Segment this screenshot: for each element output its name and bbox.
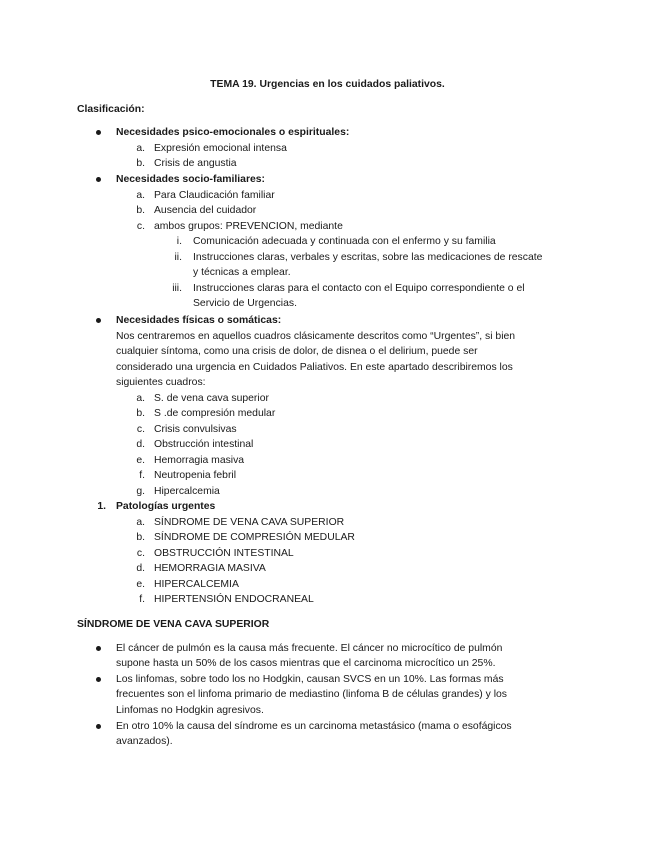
list-marker: e. — [136, 455, 145, 466]
list-marker: b. — [136, 158, 145, 169]
list-marker: b. — [136, 532, 145, 543]
sublist-item: Instrucciones claras, verbales y escritas, sobre las medicaciones de rescate — [193, 252, 543, 263]
sublist-marker: ii. — [174, 252, 182, 263]
list-item: Expresión emocional intensa — [154, 143, 287, 154]
list-marker: b. — [136, 205, 145, 216]
list-item: Hemorragia masiva — [154, 455, 245, 466]
list-marker: f. — [139, 470, 145, 481]
sublist-item: Instrucciones claras para el contacto con el Equipo correspondiente o el — [193, 283, 525, 294]
paragraph-line: cualquier síntoma, como una crisis de dolor, de disnea o el delirium, puede ser — [116, 346, 478, 357]
sublist-item-continuation: y técnicas a emplear. — [193, 267, 291, 278]
section-label-psico: Necesidades psico-emocionales o espirituales: — [116, 127, 350, 138]
paragraph-line: supone hasta un 50% de los casos mientras que el carcinoma microcítico un 25%. — [116, 658, 496, 669]
list-marker: f. — [139, 594, 145, 605]
list-item: ambos grupos: PREVENCION, mediante — [154, 221, 343, 232]
list-item: OBSTRUCCIÓN INTESTINAL — [154, 548, 294, 559]
sublist-marker: i. — [176, 236, 182, 247]
section-label-fisicas: Necesidades físicas o somáticas: — [116, 315, 282, 326]
list-item: Neutropenia febril — [154, 470, 237, 481]
bullet-dot — [96, 646, 101, 651]
list-item: Crisis de angustia — [154, 158, 237, 169]
paragraph-line: En otro 10% la causa del síndrome es un carcinoma metastásico (mama o esofágicos — [116, 721, 512, 732]
list-marker: e. — [136, 579, 145, 590]
list-item: S .de compresión medular — [154, 408, 276, 419]
bullet-dot — [96, 677, 101, 682]
bullet-dot — [96, 724, 101, 729]
list-item: Obstrucción intestinal — [154, 439, 254, 450]
bullet-dot — [96, 318, 101, 323]
list-item: Ausencia del cuidador — [154, 205, 257, 216]
sublist-item-continuation: Servicio de Urgencias. — [193, 298, 297, 309]
paragraph-line: siguientes cuadros: — [116, 377, 206, 388]
list-item: Para Claudicación familiar — [154, 190, 275, 201]
list-item: Crisis convulsivas — [154, 424, 237, 435]
section-label-socio: Necesidades socio-familiares: — [116, 174, 266, 185]
list-marker: d. — [136, 563, 145, 574]
patologias-label: Patologías urgentes — [116, 501, 216, 512]
list-marker: c. — [136, 548, 145, 559]
list-item: HEMORRAGIA MASIVA — [154, 563, 266, 574]
paragraph-line: El cáncer de pulmón es la causa más frecuente. El cáncer no microcítico de pulmón — [116, 643, 503, 654]
paragraph-line: avanzados). — [116, 736, 173, 747]
list-marker: b. — [136, 408, 145, 419]
paragraph-line: Nos centraremos en aquellos cuadros clásicamente descritos como “Urgentes”, si bien — [116, 331, 516, 342]
list-marker: a. — [136, 190, 145, 201]
svcs-heading: SÍNDROME DE VENA CAVA SUPERIOR — [77, 619, 270, 630]
list-marker: a. — [136, 393, 145, 404]
list-marker: d. — [136, 439, 145, 450]
list-item: SÍNDROME DE COMPRESIÓN MEDULAR — [154, 532, 355, 543]
clasificacion-heading: Clasificación: — [77, 104, 145, 115]
bullet-dot — [96, 177, 101, 182]
bullet-dot — [96, 130, 101, 135]
sublist-item: Comunicación adecuada y continuada con el enfermo y su familia — [193, 236, 496, 247]
paragraph-line: frecuentes son el linfoma primario de mediastino (linfoma B de células grandes) y los — [116, 689, 507, 700]
list-marker: a. — [136, 517, 145, 528]
paragraph-line: Linfomas no Hodgkin agresivos. — [116, 705, 264, 716]
list-item: S. de vena cava superior — [154, 393, 269, 404]
list-marker: g. — [136, 486, 145, 497]
paragraph-line: Los linfomas, sobre todo los no Hodgkin, causan SVCS en un 10%. Las formas más — [116, 674, 504, 685]
paragraph-line: considerado una urgencia en Cuidados Paliativos. En este apartado describiremos los — [116, 362, 513, 373]
list-marker: c. — [136, 221, 145, 232]
list-marker: c. — [136, 424, 145, 435]
sublist-marker: iii. — [172, 283, 182, 294]
list-item: HIPERCALCEMIA — [154, 579, 239, 590]
list-item: Hipercalcemia — [154, 486, 220, 497]
list-marker: a. — [136, 143, 145, 154]
list-item: SÍNDROME DE VENA CAVA SUPERIOR — [154, 517, 345, 528]
numbered-marker: 1. — [97, 501, 106, 512]
list-item: HIPERTENSIÓN ENDOCRANEAL — [154, 594, 314, 605]
document-title: TEMA 19. Urgencias en los cuidados paliativos. — [210, 79, 445, 90]
